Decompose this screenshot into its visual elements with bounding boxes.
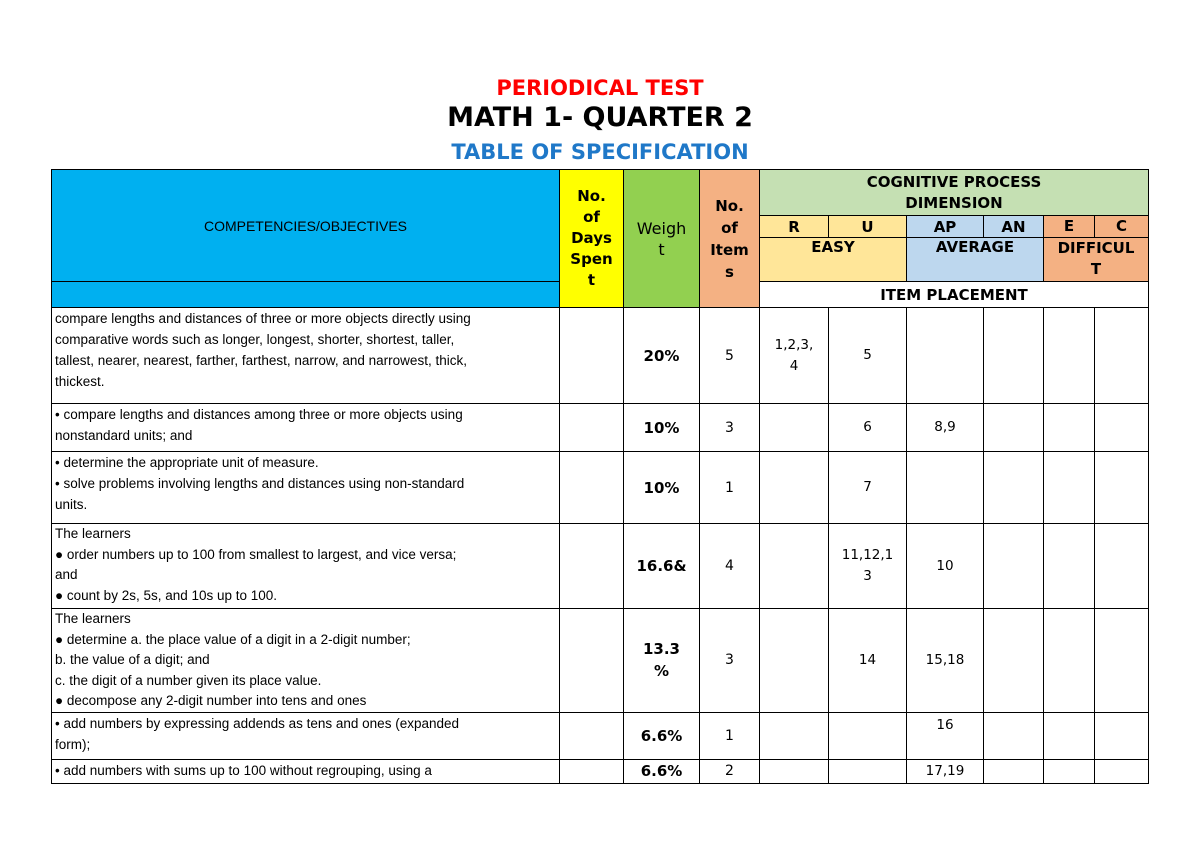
an-cell <box>984 308 1044 404</box>
u-cell: 7 <box>829 452 907 524</box>
ap-cell <box>907 308 984 404</box>
e-cell <box>1044 308 1095 404</box>
table-row <box>52 308 1149 404</box>
r-cell <box>760 712 829 759</box>
items-cell: 3 <box>700 609 760 713</box>
ap-cell <box>907 452 984 524</box>
an-cell <box>984 524 1044 609</box>
document-title: PERIODICAL TEST <box>496 76 704 100</box>
an-cell <box>984 609 1044 713</box>
an-cell <box>984 712 1044 759</box>
c-cell <box>1095 712 1149 759</box>
c-cell <box>1095 609 1149 713</box>
an-cell <box>984 759 1044 783</box>
competency-text: • compare lengths and distances among three or more objects using nonstandard units; and <box>52 404 560 452</box>
r-cell <box>760 524 829 609</box>
u-cell: 6 <box>829 404 907 452</box>
level-r: R <box>760 216 829 238</box>
header-days-spent: No. of Days Spen t <box>560 170 624 308</box>
items-cell: 2 <box>700 759 760 783</box>
level-an: AN <box>984 216 1044 238</box>
c-cell <box>1095 759 1149 783</box>
competency-text: The learners ● determine a. the place value of a digit in a 2-digit number; b. the value of a digit; and c. the digit of a number given its place value. ● decompose any 2-digit number into tens and ones <box>52 609 560 713</box>
c-cell <box>1095 452 1149 524</box>
level-c: C <box>1095 216 1149 238</box>
items-cell: 1 <box>700 712 760 759</box>
competency-text: The learners ● order numbers up to 100 from smallest to largest, and vice versa; and ● count by 2s, 5s, and 10s up to 100. <box>52 524 560 609</box>
level-e: E <box>1044 216 1095 238</box>
ap-cell: 17,19 <box>907 759 984 783</box>
table-row <box>52 712 1149 759</box>
e-cell <box>1044 712 1095 759</box>
r-cell <box>760 759 829 783</box>
table-title: TABLE OF SPECIFICATION <box>451 140 749 164</box>
table-row <box>52 452 1149 524</box>
item-placement-header: ITEM PLACEMENT <box>760 282 1149 308</box>
header-cognitive-process: COGNITIVE PROCESS DIMENSION <box>760 170 1149 216</box>
difficulty-average: AVERAGE <box>907 238 1044 282</box>
ap-cell: 16 <box>907 712 984 759</box>
weight-cell: 10% <box>624 404 700 452</box>
competency-text: • determine the appropriate unit of measure. • solve problems involving lengths and distances using non-standard units. <box>52 452 560 524</box>
c-cell <box>1095 524 1149 609</box>
u-cell: 11,12,1 3 <box>829 524 907 609</box>
e-cell <box>1044 609 1095 713</box>
days-cell <box>560 609 624 713</box>
an-cell <box>984 452 1044 524</box>
weight-cell: 6.6% <box>624 712 700 759</box>
table-row <box>52 609 1149 713</box>
e-cell <box>1044 759 1095 783</box>
weight-cell: 20% <box>624 308 700 404</box>
table-row <box>52 759 1149 783</box>
level-u: U <box>829 216 907 238</box>
ap-cell: 10 <box>907 524 984 609</box>
days-cell <box>560 712 624 759</box>
ap-cell: 8,9 <box>907 404 984 452</box>
days-cell <box>560 452 624 524</box>
weight-cell: 16.6& <box>624 524 700 609</box>
header-no-of-items: No. of Item s <box>700 170 760 308</box>
competency-text: compare lengths and distances of three or more objects directly using comparative words such as longer, longest, shorter, shortest, taller, tallest, nearer, nearest, farther, farthest, narrow, and narrowest, thick, thickest. <box>52 308 560 404</box>
weight-cell: 13.3 % <box>624 609 700 713</box>
u-cell: 14 <box>829 609 907 713</box>
specification-table <box>51 169 1149 784</box>
header-competencies: COMPETENCIES/OBJECTIVES <box>52 170 560 282</box>
ap-cell: 15,18 <box>907 609 984 713</box>
weight-cell: 6.6% <box>624 759 700 783</box>
r-cell <box>760 404 829 452</box>
c-cell <box>1095 308 1149 404</box>
r-cell <box>760 452 829 524</box>
r-cell <box>760 609 829 713</box>
competency-text: • add numbers by expressing addends as tens and ones (expanded form); <box>52 712 560 759</box>
e-cell <box>1044 452 1095 524</box>
u-cell <box>829 712 907 759</box>
difficulty-easy: EASY <box>760 238 907 282</box>
header-competencies-tail <box>52 282 560 308</box>
items-cell: 5 <box>700 308 760 404</box>
r-cell: 1,2,3, 4 <box>760 308 829 404</box>
weight-cell: 10% <box>624 452 700 524</box>
items-cell: 1 <box>700 452 760 524</box>
days-cell <box>560 524 624 609</box>
u-cell <box>829 759 907 783</box>
an-cell <box>984 404 1044 452</box>
items-cell: 4 <box>700 524 760 609</box>
header-weight: Weigh t <box>624 170 700 308</box>
days-cell <box>560 308 624 404</box>
level-ap: AP <box>907 216 984 238</box>
difficulty-difficult: DIFFICUL T <box>1044 238 1149 282</box>
items-cell: 3 <box>700 404 760 452</box>
table-row <box>52 524 1149 609</box>
table-row <box>52 404 1149 452</box>
days-cell <box>560 404 624 452</box>
c-cell <box>1095 404 1149 452</box>
u-cell: 5 <box>829 308 907 404</box>
e-cell <box>1044 404 1095 452</box>
days-cell <box>560 759 624 783</box>
competency-text: • add numbers with sums up to 100 without regrouping, using a <box>52 759 560 783</box>
subject-title: MATH 1- QUARTER 2 <box>447 102 753 133</box>
e-cell <box>1044 524 1095 609</box>
